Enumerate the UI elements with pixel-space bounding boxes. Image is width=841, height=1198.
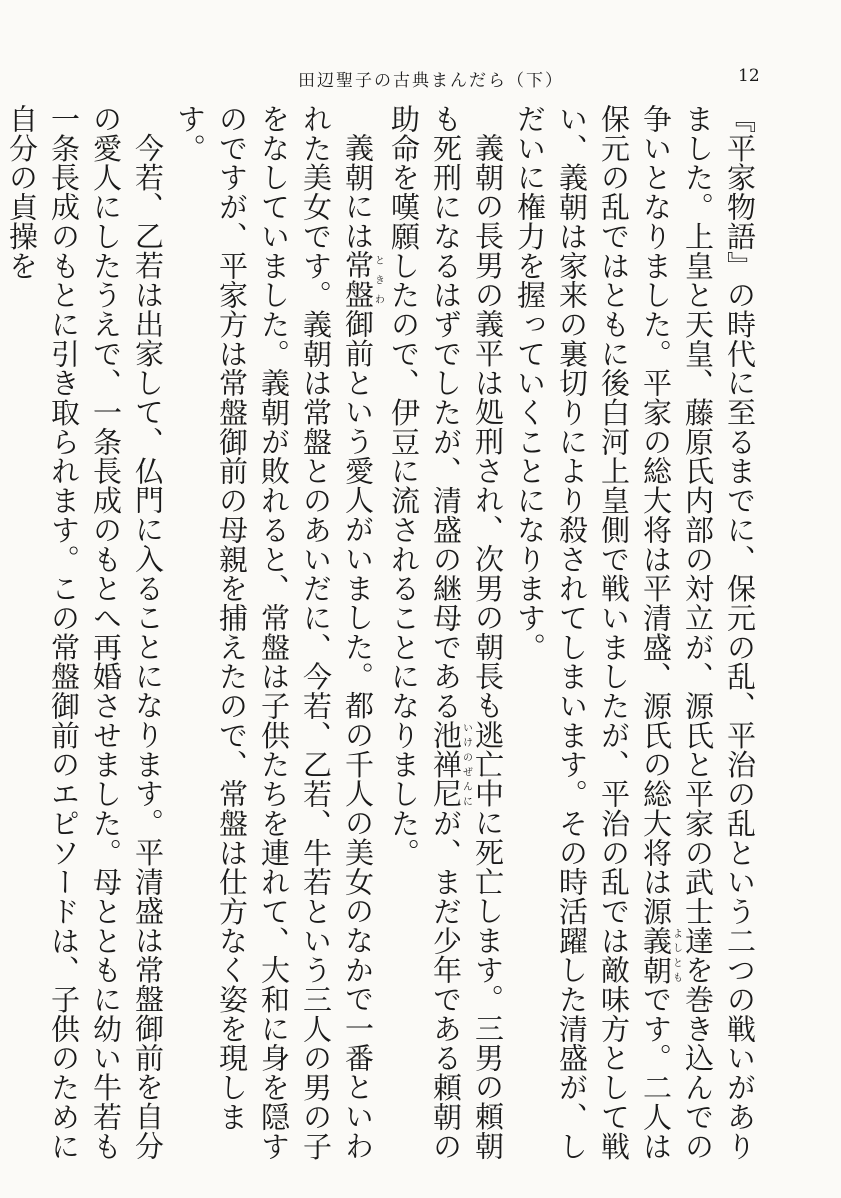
paragraph-1	[509, 104, 761, 1164]
ruby-ikenozenni: 池禅尼いけのぜんに	[429, 720, 472, 809]
text-segment: が、まだ少年である頼朝の助命を嘆願したので、伊豆に流されることになりました。	[387, 104, 463, 1161]
text-segment: 義朝の長男の義平は処刑され、次男の朝長も逃亡中に死亡します。三男の頼朝も死刑になるはずでしたが、清盛の継母である	[429, 104, 505, 1161]
text-segment: 御前という愛人がいました。都の千人の美女のなかで一番といわれた美女です。義朝は常盤とのあいだに、今若、乙若、牛若という三人の男の子をなしていました。義朝が敗れると、常盤は子供たちを連れて、大和に身を隠すのですが、平家方は常盤御前の母親を捕えたので、常盤は仕方なく姿を現します。	[173, 104, 375, 1161]
body-text	[5, 104, 761, 1164]
text-segment: 今若、乙若は出家して、仏門に入ることになります。平清盛は常盤御前を自分の愛人にしたうえで、一条長成のもとへ再婚させました。母とともに幼い牛若も一条長成のもとに引き取られます。この常盤御前のエピソードは、子供のために自分の貞操を	[5, 104, 165, 1161]
paragraph-3	[169, 104, 383, 1164]
text-segment: 義朝には	[341, 133, 375, 251]
text-segment: 『平家物語』の時代に至るまでに、保元の乱、平治の乱という二つの戦いがありました。上皇と天皇、藤原氏内部の対立が、源氏と平家の武士達を巻き込んでの争いとなりました。平家の総大将は平清盛、源氏の総大将は源	[639, 104, 757, 1161]
book-title: 田辺聖子の古典まんだら（下）	[298, 71, 564, 91]
ruby-tokiwa: 常盤ときわ	[341, 250, 384, 310]
paragraph-4	[1, 104, 169, 1164]
page-header	[0, 66, 841, 96]
paragraph-2	[383, 104, 509, 1164]
ruby-yoshitomo: 義朝よしとも	[639, 925, 682, 985]
page-number: 12	[738, 66, 760, 86]
text-segment: です。二人は保元の乱ではともに後白河上皇側で戦いましたが、平治の乱では敵味方として戦い、義朝は家来の裏切りにより殺されてしまいます。その時活躍した清盛が、しだいに権力を握っていくことになります。	[513, 104, 673, 1161]
